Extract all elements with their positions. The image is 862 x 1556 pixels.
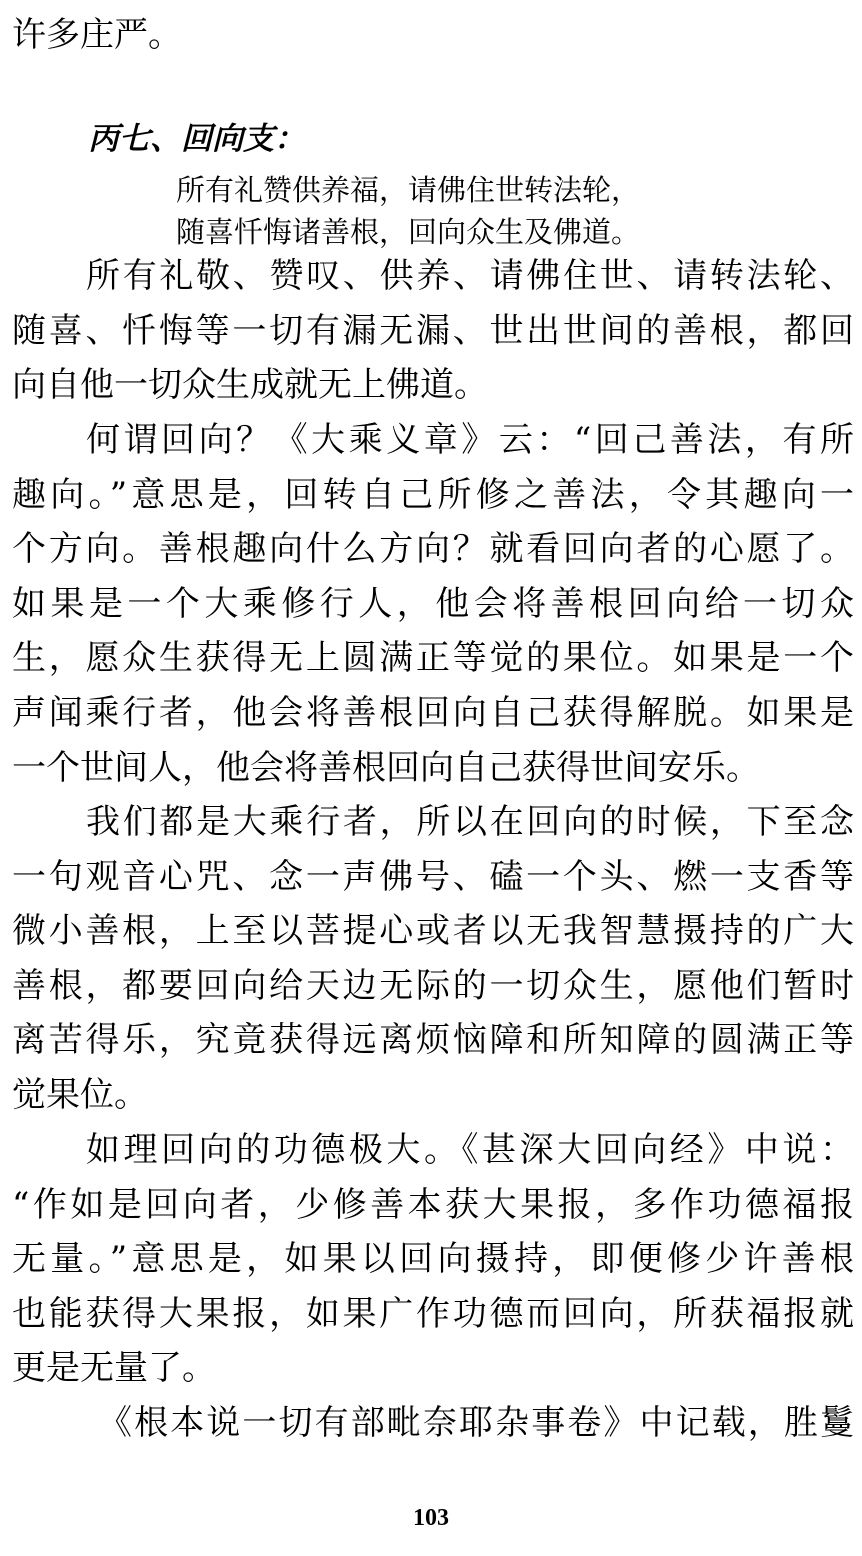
- paragraph-line: 向自他一切众生成就无上佛道。: [12, 365, 488, 406]
- paragraph-line: 何谓回向？《大乘义章》云：“回己善法，有所: [86, 420, 854, 460]
- page-number: 103: [413, 1505, 449, 1531]
- paragraph-line: 我们都是大乘行者，所以在回向的时候，下至念: [86, 802, 854, 842]
- paragraph-line: “作如是回向者，少修善本获大果报，多作功德福报: [12, 1184, 854, 1225]
- paragraph-5: [12, 1396, 854, 1451]
- paragraph-line: 更是无量了。: [12, 1348, 216, 1389]
- carryover-text: 许多庄严。: [12, 15, 182, 55]
- paragraph-line: 微小善根，上至以菩提心或者以无我智慧摄持的广大: [12, 911, 854, 952]
- verse-line-2: 随喜忏悔诸善根，回向众生及佛道。: [176, 215, 641, 249]
- paragraph-4: [12, 1123, 854, 1396]
- paragraph-line: 趣向。”意思是，回转自己所修之善法，令其趣向一: [12, 474, 854, 515]
- paragraph-line: 声闻乘行者，他会将善根回向自己获得解脱。如果是: [12, 692, 854, 733]
- paragraph-line: 善根，都要回向给天边无际的一切众生，愿他们暂时: [12, 965, 854, 1006]
- paragraph-line: 个方向。善根趣向什么方向？就看回向者的心愿了。: [12, 529, 854, 570]
- paragraph-line: 如果是一个大乘修行人，他会将善根回向给一切众: [12, 583, 854, 624]
- paragraph-line: 离苦得乐，究竟获得远离烦恼障和所知障的圆满正等: [12, 1020, 854, 1061]
- paragraph-line: 随喜、忏悔等一切有漏无漏、世出世间的善根，都回: [12, 310, 854, 351]
- paragraph-line: 无量。”意思是，如果以回向摄持，即便修少许善根: [12, 1239, 854, 1280]
- paragraph-line: 生，愿众生获得无上圆满正等觉的果位。如果是一个: [12, 638, 854, 679]
- paragraph-2: [12, 413, 854, 795]
- paragraph-3: [12, 795, 854, 1123]
- verse-line-1: 所有礼赞供养福，请佛住世转法轮，: [176, 173, 641, 207]
- paragraph-line: 《根本说一切有部毗奈耶杂事卷》中记载，胜鬘: [98, 1403, 854, 1443]
- paragraph-line: 觉果位。: [12, 1074, 148, 1115]
- paragraph-line: 如理回向的功德极大。《甚深大回向经》中说：: [86, 1130, 854, 1170]
- section-heading: 丙七、回向支：: [88, 121, 305, 157]
- paragraph-line: 一个世间人，他会将善根回向自己获得世间安乐。: [12, 747, 760, 788]
- paragraph-line: 也能获得大果报，如果广作功德而回向，所获福报就: [12, 1293, 854, 1334]
- paragraph-1: [12, 249, 854, 413]
- paragraph-line: 所有礼敬、赞叹、供养、请佛住世、请转法轮、: [86, 256, 854, 296]
- paragraph-line: 一句观音心咒、念一声佛号、磕一个头、燃一支香等: [12, 856, 854, 897]
